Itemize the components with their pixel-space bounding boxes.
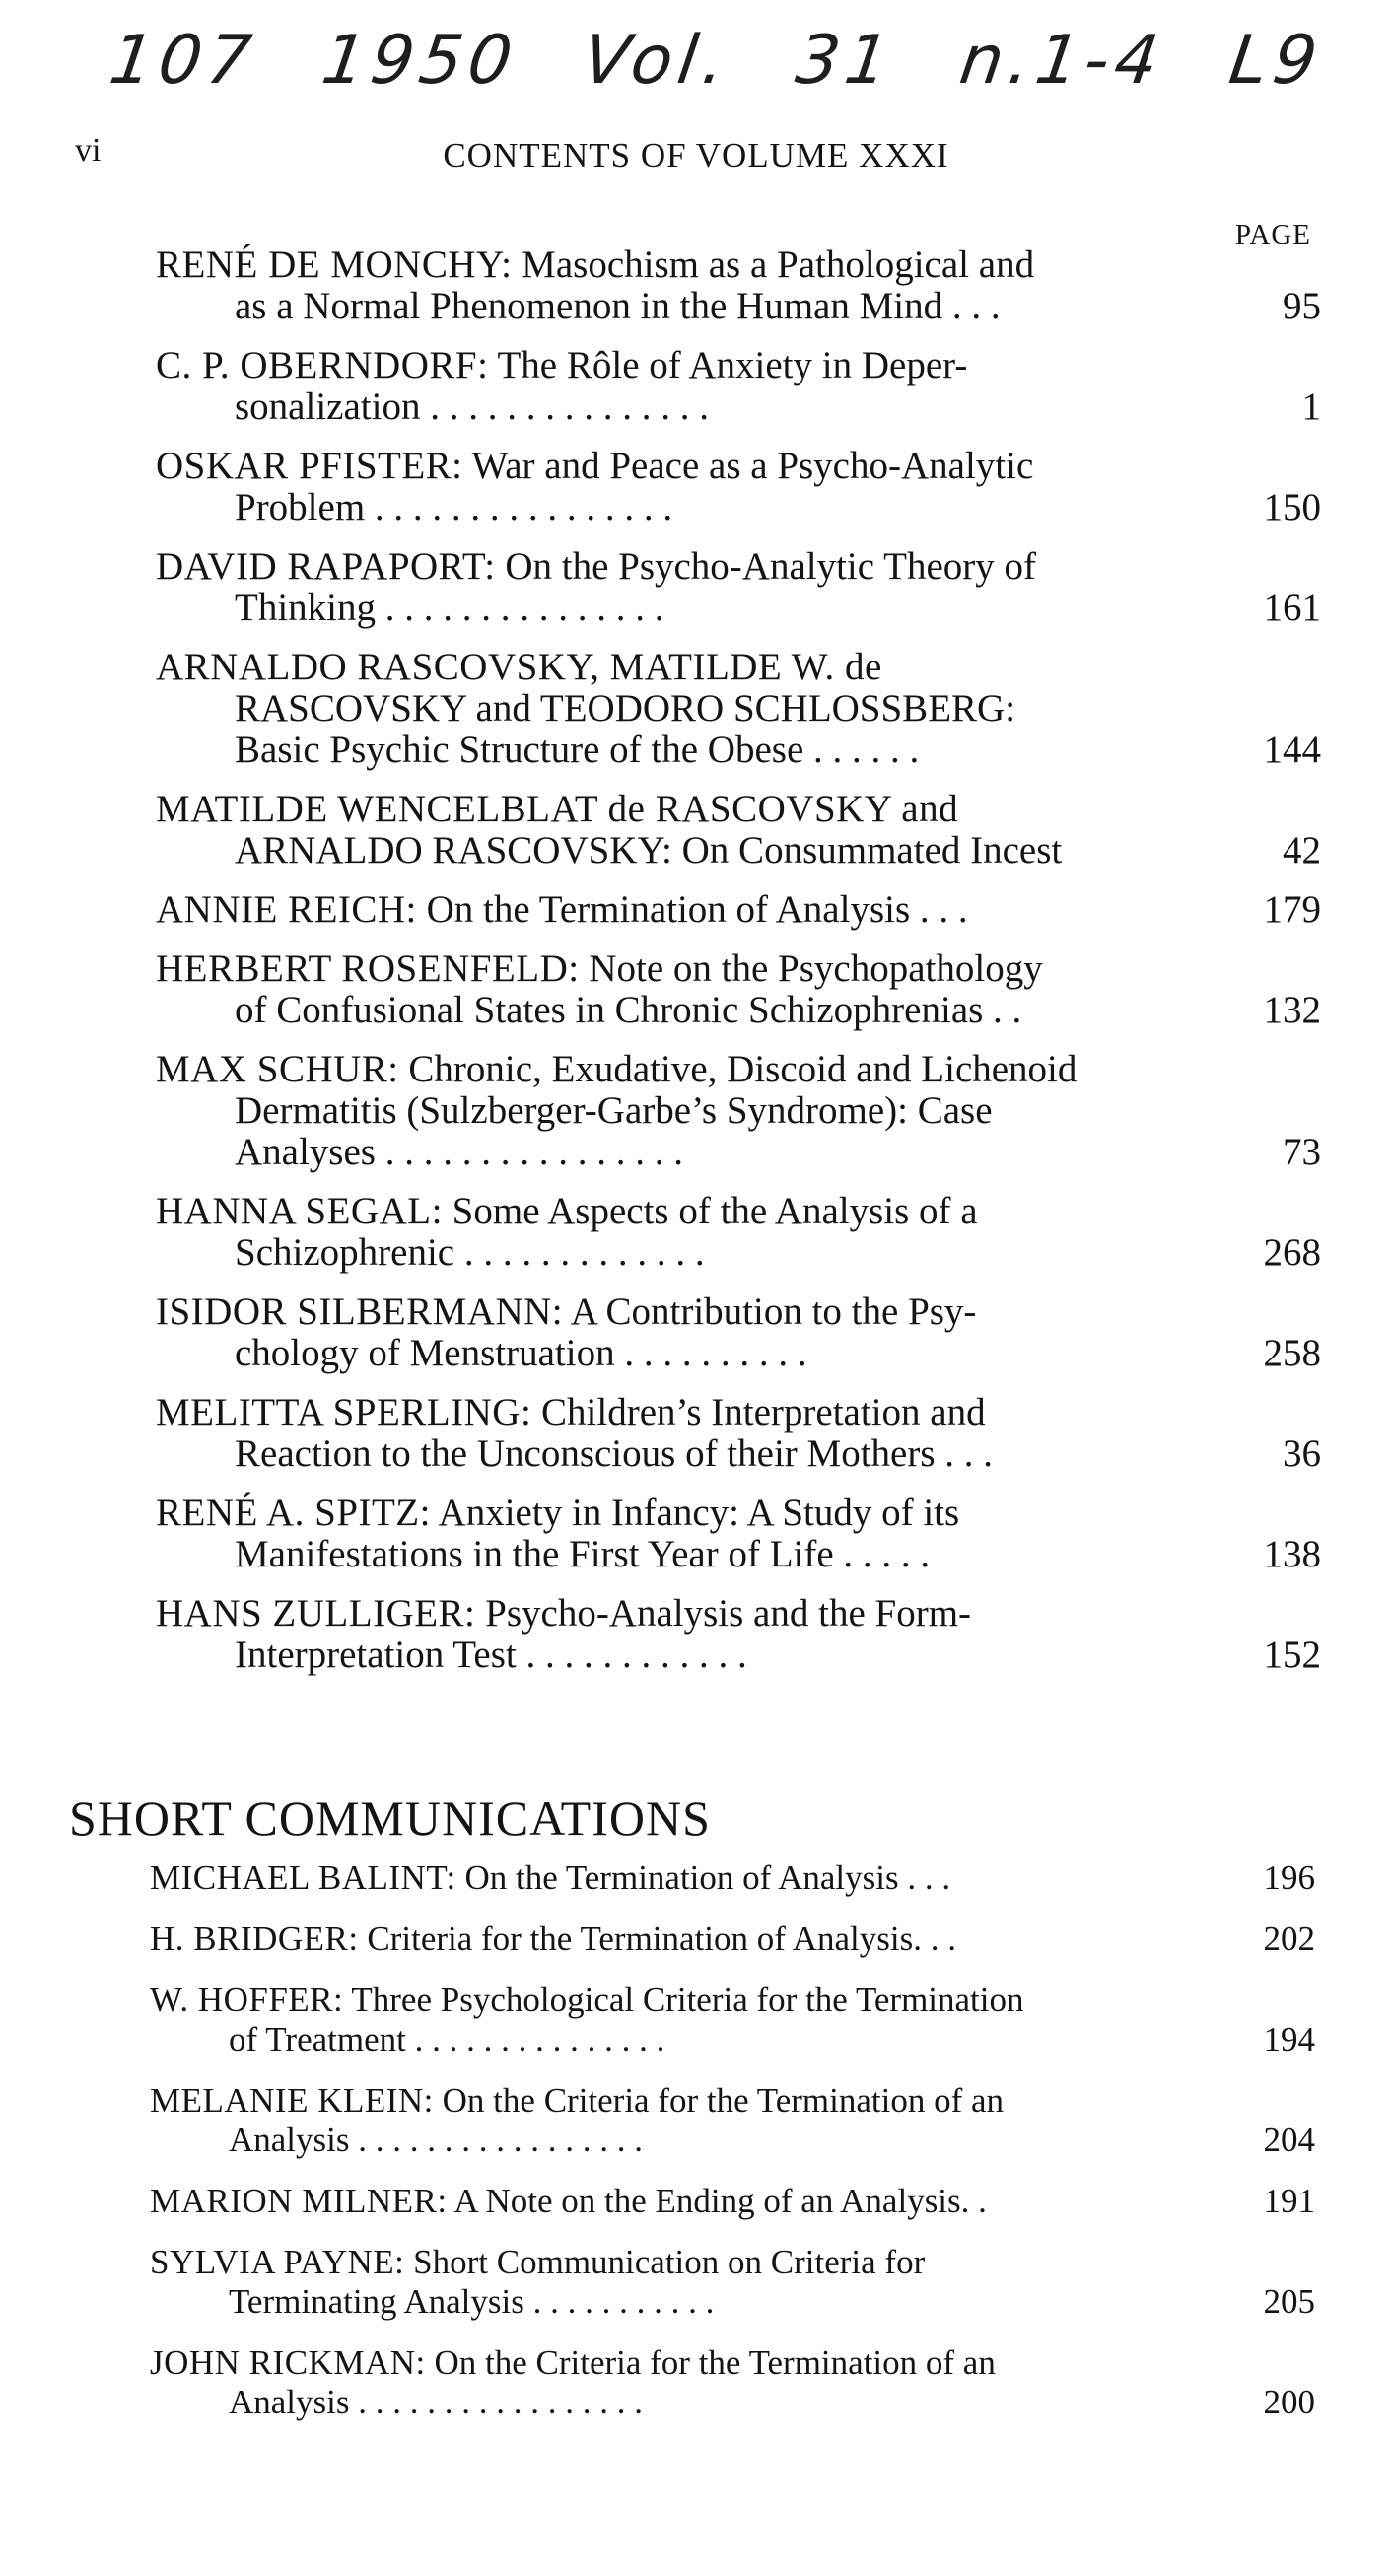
entry-text <box>156 647 1207 771</box>
contents-entry <box>150 1919 1315 1959</box>
entry-title-line: On the Psycho-Analytic Theory of <box>505 545 1036 588</box>
entry-author: ANNIE REICH: <box>156 888 417 931</box>
entry-title-line: Manifestations in the First Year of Life . . . . . <box>235 1533 931 1575</box>
running-title: CONTENTS OF VOLUME XXXI <box>443 136 949 174</box>
entry-text <box>156 345 1207 428</box>
contents-entry <box>156 1290 1321 1374</box>
entry-page-number: 144 <box>1263 729 1321 771</box>
entry-text <box>150 1919 1203 1959</box>
entry-title-line: On the Termination of Analysis . . . <box>426 888 968 931</box>
entry-title-line: Problem . . . . . . . . . . . . . . . . <box>235 486 673 528</box>
entry-author: H. BRIDGER: <box>150 1919 359 1958</box>
entry-title-line: Masochism as a Pathological and <box>522 244 1035 286</box>
contents-entry <box>150 2182 1315 2221</box>
entry-page-number: 200 <box>1263 2383 1315 2421</box>
contents-entry <box>156 1492 1321 1575</box>
entry-page-number: 205 <box>1263 2282 1315 2321</box>
entry-title-line: Some Aspects of the Analysis of a <box>452 1190 978 1232</box>
entry-title-line: War and Peace as a Psycho-Analytic <box>471 445 1034 487</box>
entry-title-line: Terminating Analysis . . . . . . . . . . . <box>229 2282 715 2321</box>
entry-text <box>156 1291 1207 1374</box>
contents-entry <box>150 1858 1315 1898</box>
entry-author: OSKAR PFISTER: <box>156 445 463 487</box>
entry-title-line: Interpretation Test . . . . . . . . . . . . <box>235 1634 747 1676</box>
contents-entry <box>156 788 1321 871</box>
entry-title-line: A Note on the Ending of an Analysis. . <box>453 2182 987 2220</box>
entry-text <box>156 1493 1207 1575</box>
entry-author: MELANIE KLEIN: <box>150 2081 434 2120</box>
entry-text <box>150 2343 1203 2422</box>
entry-page-number: 191 <box>1263 2182 1315 2220</box>
entry-text <box>156 1191 1207 1274</box>
entry-page-number: 161 <box>1263 587 1321 629</box>
entry-title-line: Analysis . . . . . . . . . . . . . . . . . <box>229 2121 643 2159</box>
contents-entry <box>150 1981 1315 2059</box>
entry-author: MELITTA SPERLING: <box>156 1391 532 1433</box>
contents-entry <box>156 244 1321 327</box>
entry-text <box>156 244 1207 327</box>
entry-page-number: 150 <box>1263 486 1321 528</box>
entry-text <box>150 2243 1203 2322</box>
entry-text <box>150 2081 1203 2160</box>
entry-page-number: 1 <box>1301 385 1321 428</box>
entry-text <box>150 1981 1203 2059</box>
entry-title-line: The Rôle of Anxiety in Deper- <box>497 344 968 386</box>
entry-title-line: chology of Menstruation . . . . . . . . . . <box>235 1332 807 1374</box>
entry-author: HERBERT ROSENFELD: <box>156 947 580 990</box>
page-number: vi <box>75 132 102 169</box>
entry-author: RENÉ DE MONCHY: <box>156 244 513 286</box>
entry-author: MATILDE WENCELBLAT de RASCOVSKY and <box>156 788 959 830</box>
entry-author: W. HOFFER: <box>150 1981 344 2019</box>
entry-author: RENÉ A. SPITZ: <box>156 1492 431 1534</box>
entry-page-number: 179 <box>1263 888 1321 931</box>
entry-text <box>150 1858 1203 1898</box>
entry-page-number: 268 <box>1263 1231 1321 1274</box>
entry-text <box>156 889 1207 931</box>
contents-entry <box>150 2243 1315 2322</box>
entry-page-number: 202 <box>1263 1919 1315 1958</box>
entry-author: DAVID RAPAPORT: <box>156 545 496 588</box>
entry-title-line: Basic Psychic Structure of the Obese . . . . . . <box>235 729 920 771</box>
entry-title-line: Dermatitis (Sulzberger-Garbe’s Syndrome): Case <box>235 1089 993 1132</box>
entry-page-number: 73 <box>1283 1131 1321 1173</box>
entry-title-line: RASCOVSKY and TEODORO SCHLOSSBERG: <box>235 687 1016 730</box>
entry-title-line: Three Psychological Criteria for the Termination <box>351 1981 1024 2019</box>
entry-title-line: Reaction to the Unconscious of their Mothers . . . <box>235 1432 994 1475</box>
entry-page-number: 204 <box>1263 2121 1315 2159</box>
entry-title-line: Analysis . . . . . . . . . . . . . . . . . <box>229 2383 643 2421</box>
entry-title-line: sonalization . . . . . . . . . . . . . . . <box>235 385 709 428</box>
entry-page-number: 152 <box>1263 1634 1321 1676</box>
contents-entry <box>156 1391 1321 1475</box>
entry-text <box>156 446 1207 528</box>
entry-page-number: 138 <box>1263 1533 1321 1575</box>
entry-author: JOHN RICKMAN: <box>150 2343 426 2382</box>
handwritten-note: 107 1950 Vol. 31 n.1-4 L9 <box>104 22 1328 100</box>
entry-title-line: Children’s Interpretation and <box>541 1391 986 1433</box>
entry-title-line: Analyses . . . . . . . . . . . . . . . . <box>235 1131 683 1173</box>
entry-author: SYLVIA PAYNE: <box>150 2243 405 2281</box>
entry-author: ISIDOR SILBERMANN: <box>156 1290 564 1333</box>
entry-title-line: Short Communication on Criteria for <box>413 2243 926 2281</box>
entry-author: MICHAEL BALINT: <box>150 1858 456 1897</box>
contents-entry <box>156 1592 1321 1676</box>
entry-page-number: 258 <box>1263 1332 1321 1374</box>
contents-entry <box>156 1048 1321 1173</box>
entry-title-line: of Treatment . . . . . . . . . . . . . . . <box>229 2020 665 2058</box>
page-column-label: PAGE <box>1234 219 1311 250</box>
entry-title-line: On the Criteria for the Termination of an <box>434 2343 996 2382</box>
entry-title-line: Psycho-Analysis and the Form- <box>485 1592 972 1635</box>
entry-page-number: 36 <box>1283 1432 1321 1475</box>
entry-author: MARION MILNER: <box>150 2182 448 2220</box>
entry-title-line: Criteria for the Termination of Analysis. . . <box>367 1919 956 1958</box>
entry-page-number: 95 <box>1283 285 1321 327</box>
entry-title-line: of Confusional States in Chronic Schizophrenias . . <box>235 989 1022 1031</box>
contents-entry <box>156 545 1321 629</box>
contents-entry <box>156 344 1321 428</box>
contents-entry <box>156 445 1321 528</box>
short-communications-list <box>0 1858 1392 2444</box>
entry-page-number: 196 <box>1263 1858 1315 1897</box>
entry-title-line: On the Termination of Analysis . . . <box>464 1858 951 1897</box>
contents-entry <box>156 1190 1321 1274</box>
entry-title-line: Thinking . . . . . . . . . . . . . . . <box>235 587 664 629</box>
entry-title-line: Schizophrenic . . . . . . . . . . . . . <box>235 1231 705 1274</box>
contents-entry <box>150 2081 1315 2160</box>
contents-entry <box>156 947 1321 1031</box>
section-heading: SHORT COMMUNICATIONS <box>69 1790 711 1845</box>
contents-entry <box>150 2343 1315 2422</box>
entry-text <box>156 1392 1207 1475</box>
entry-text <box>156 789 1207 871</box>
entry-text <box>150 2182 1203 2221</box>
entry-author: HANNA SEGAL: <box>156 1190 443 1232</box>
contents-entry <box>156 888 1321 931</box>
entry-page-number: 132 <box>1263 989 1321 1031</box>
entry-author: HANS ZULLIGER: <box>156 1592 476 1635</box>
entry-text <box>156 1049 1207 1173</box>
entry-title-line: A Contribution to the Psy- <box>570 1290 977 1333</box>
entry-title-line: On the Criteria for the Termination of an <box>442 2081 1005 2120</box>
entry-page-number: 42 <box>1283 829 1321 871</box>
entry-author: MAX SCHUR: <box>156 1048 399 1090</box>
entry-author: ARNALDO RASCOVSKY, MATILDE W. de <box>156 646 882 688</box>
entry-title-line: ARNALDO RASCOVSKY: On Consummated Incest <box>235 829 1063 871</box>
contents-list <box>0 244 1392 1694</box>
entry-page-number: 194 <box>1263 2020 1315 2058</box>
entry-text <box>156 948 1207 1031</box>
entry-author: C. P. OBERNDORF: <box>156 344 489 386</box>
entry-title-line: Anxiety in Infancy: A Study of its <box>438 1492 960 1534</box>
entry-title-line: Note on the Psychopathology <box>589 947 1043 990</box>
entry-title-line: as a Normal Phenomenon in the Human Mind . . . <box>235 285 1001 327</box>
entry-text <box>156 1593 1207 1676</box>
entry-text <box>156 546 1207 629</box>
entry-title-line: Chronic, Exudative, Discoid and Lichenoid <box>408 1048 1078 1090</box>
contents-entry <box>156 646 1321 771</box>
